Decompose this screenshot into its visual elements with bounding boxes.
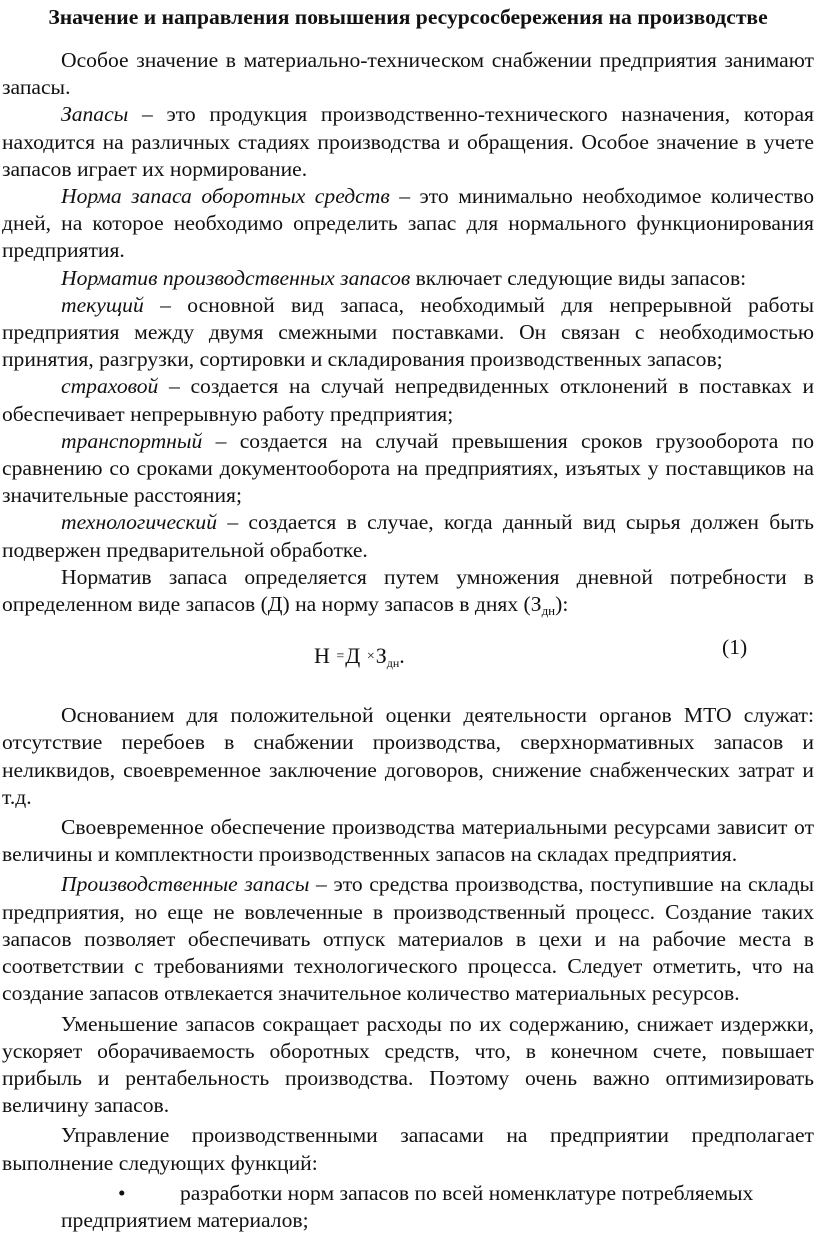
- definition-zapasy: – это продукция производственно-технического назначения, которая находится на различных стадиях производства и обращения. Особое значение в учете запасов играет их нормирование.: [2, 102, 814, 181]
- formula-intro-subscript: дн: [541, 603, 556, 619]
- document-title: Значение и направления повышения ресурсосбережения на производстве: [48, 5, 768, 29]
- paragraph-proizvodstvennye-zapasy: [2, 871, 814, 1007]
- definition-normativ: включает следующие виды запасов:: [410, 265, 747, 290]
- paragraph-tekhnologicheskiy: [2, 509, 814, 563]
- paragraph-intro: Особое значение в материально-техническом снабжении предприятия занимают запасы.: [2, 48, 814, 100]
- formula-equals: =: [336, 649, 345, 665]
- paragraph-timely-supply: Своевременное обеспечение производства материальными ресурсами зависит от величины и комплектности производственных запасов на складах предприятия.: [2, 815, 814, 867]
- formula-subscript: дн: [386, 656, 400, 671]
- bullet-marker: •: [118, 1180, 126, 1205]
- paragraph-mto-evaluation: Основанием для положительной оценки деятельности органов МТО служат: отсутствие перебоев в снабжении производства, сверхнормативных запасов и неликвидов, своевременное заключение договоров, снижение снабженческих затрат и т.д.: [2, 703, 814, 809]
- definition-tekushchiy: – основной вид запаса, необходимый для непрерывной работы предприятия между двумя смежными поставками. Он связан с необходимостью принятия, разгрузки, сортировки и складирования производственных запасов;: [2, 292, 814, 372]
- bullet-item: [2, 1180, 814, 1207]
- term-tekhnologicheskiy: технологический: [61, 510, 218, 535]
- term-norma-zapasa: Норма запаса оборотных средств: [61, 184, 390, 209]
- formula-expression: [314, 642, 405, 677]
- formula-block: [2, 630, 814, 688]
- formula-dot: .: [399, 643, 405, 669]
- definition-proizvodstvennye-zapasy: – это средства производства, поступившие на склады предприятия, но еще не вовлеченные в производственный процесс. Создание таких запасов позволяет обеспечивать отпуск материалов в цехи и на рабочие места в соответствии с требованиями технологического процесса. Следует отметить, что на создание запасов отвлекается значительное количество материальных ресурсов.: [2, 872, 814, 1006]
- definition-strakhovoy: – создается на случай непредвиденных отклонений в поставках и обеспечивает непрерывную работу предприятия;: [2, 374, 814, 426]
- formula-z: З: [375, 643, 387, 669]
- paragraph-reduce-stock: Уменьшение запасов сокращает расходы по их содержанию, снижает издержки, ускоряет оборачиваемость оборотных средств, что, в конечном счете, повышает прибыль и рентабельность производства. Поэтому очень важно оптимизировать величину запасов.: [2, 1011, 814, 1118]
- formula-intro-end: ):: [555, 592, 569, 617]
- bullet-line-2: предприятием материалов;: [61, 1207, 309, 1232]
- term-strakhovoy: страховой: [61, 374, 159, 399]
- formula-h: Н: [314, 643, 330, 669]
- term-tekushchiy: текущий: [61, 292, 144, 317]
- term-zapasy: Запасы: [61, 102, 129, 127]
- formula-times: ×: [366, 649, 375, 665]
- bullet-line-1: разработки норм запасов по всей номенклатуре потребляемых: [180, 1180, 754, 1205]
- paragraph-norma-zapasa: [2, 183, 814, 265]
- paragraph-transportny: [2, 428, 814, 510]
- paragraph-management-functions: Управление производственными запасами на предприятии предполагает выполнение следующих функций:: [2, 1123, 814, 1175]
- paragraph-normativ: [2, 265, 814, 292]
- definition-tekhnologicheskiy: – создается в случае, когда данный вид сырья должен быть подвержен предварительной обработке.: [2, 510, 814, 562]
- formula-intro-text: Норматив запаса определяется путем умножения дневной потребности в определенном виде запасов (Д) на норму запасов в днях (З: [2, 564, 814, 617]
- term-normativ: Норматив производственных запасов: [61, 265, 411, 290]
- definition-transportny: – создается на случай превышения сроков грузооборота по сравнению со сроками документооборота на предприятиях, изъятых у поставщиков на значительные расстояния;: [2, 428, 814, 508]
- term-proizvodstvennye-zapasy: Производственные запасы: [61, 872, 310, 897]
- paragraph-normativ-formula-intro: [2, 564, 814, 624]
- term-transportny: транспортный: [61, 428, 203, 453]
- paragraph-zapasy: [2, 101, 814, 183]
- formula-number: (1): [722, 635, 748, 660]
- paragraph-tekushchiy: [2, 292, 814, 374]
- formula-d: Д: [345, 643, 361, 669]
- paragraph-strakhovoy: [2, 373, 814, 427]
- definition-norma-zapasa: – это минимально необходимое количество дней, на которое необходимо определить запас для нормального функционирования предприятия.: [2, 184, 815, 263]
